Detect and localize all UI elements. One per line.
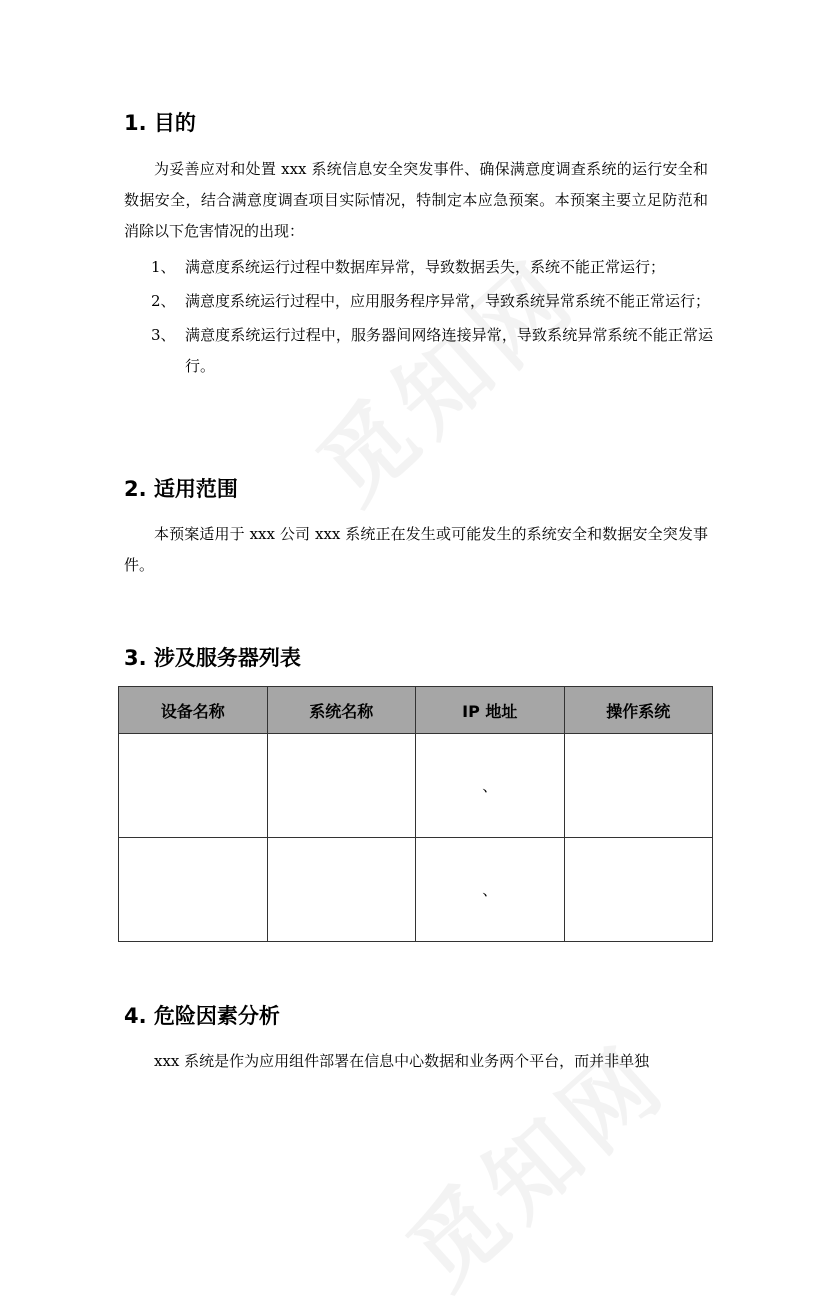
scope-paragraph: 本预案适用于 xxx 公司 xxx 系统正在发生或可能发生的系统安全和数据安全突发事件。: [124, 525, 708, 574]
table-cell: [119, 734, 268, 838]
column-header-ip-address: IP 地址: [416, 687, 565, 734]
section-heading-risk: 4. 危险因素分析: [124, 1004, 280, 1028]
list-item-text: 满意度系统运行过程中，服务器间网络连接异常，导致系统异常系统不能正常运行。: [185, 326, 713, 375]
table-cell: [564, 734, 713, 838]
purpose-paragraph: 为妥善应对和处置 xxx 系统信息安全突发事件、确保满意度调查系统的运行安全和数据安全，结合满意度调查项目实际情况，特制定本应急预案。本预案主要立足防范和消除以下危害情况的出现：: [124, 160, 708, 240]
list-item-number: 2、: [151, 292, 176, 310]
risk-paragraph: xxx 系统是作为应用组件部署在信息中心数据和业务两个平台，而并非单独: [154, 1052, 650, 1070]
table-cell: [267, 734, 416, 838]
column-header-device-name: 设备名称: [119, 687, 268, 734]
table-row: [119, 838, 713, 942]
list-item: [151, 286, 713, 317]
column-header-operating-system: 操作系统: [564, 687, 713, 734]
table-cell: 、: [416, 838, 565, 942]
table-cell: 、: [416, 734, 565, 838]
purpose-list: [151, 252, 713, 385]
section-heading-scope: 2. 适用范围: [124, 477, 238, 501]
table-cell: [564, 838, 713, 942]
list-item-number: 3、: [151, 326, 176, 344]
list-item: [151, 252, 713, 283]
column-header-system-name: 系统名称: [267, 687, 416, 734]
table-header-row: [119, 687, 713, 734]
list-item: [151, 320, 713, 382]
list-item-text: 满意度系统运行过程中数据库异常，导致数据丢失，系统不能正常运行；: [185, 258, 666, 276]
list-item-text: 满意度系统运行过程中，应用服务程序异常，导致系统异常系统不能正常运行；: [185, 292, 711, 310]
table-cell: [119, 838, 268, 942]
section-heading-purpose: 1. 目的: [124, 111, 196, 135]
list-item-number: 1、: [151, 258, 176, 276]
table-cell: [267, 838, 416, 942]
table-row: [119, 734, 713, 838]
server-table: [118, 686, 713, 942]
section-heading-servers: 3. 涉及服务器列表: [124, 646, 301, 670]
